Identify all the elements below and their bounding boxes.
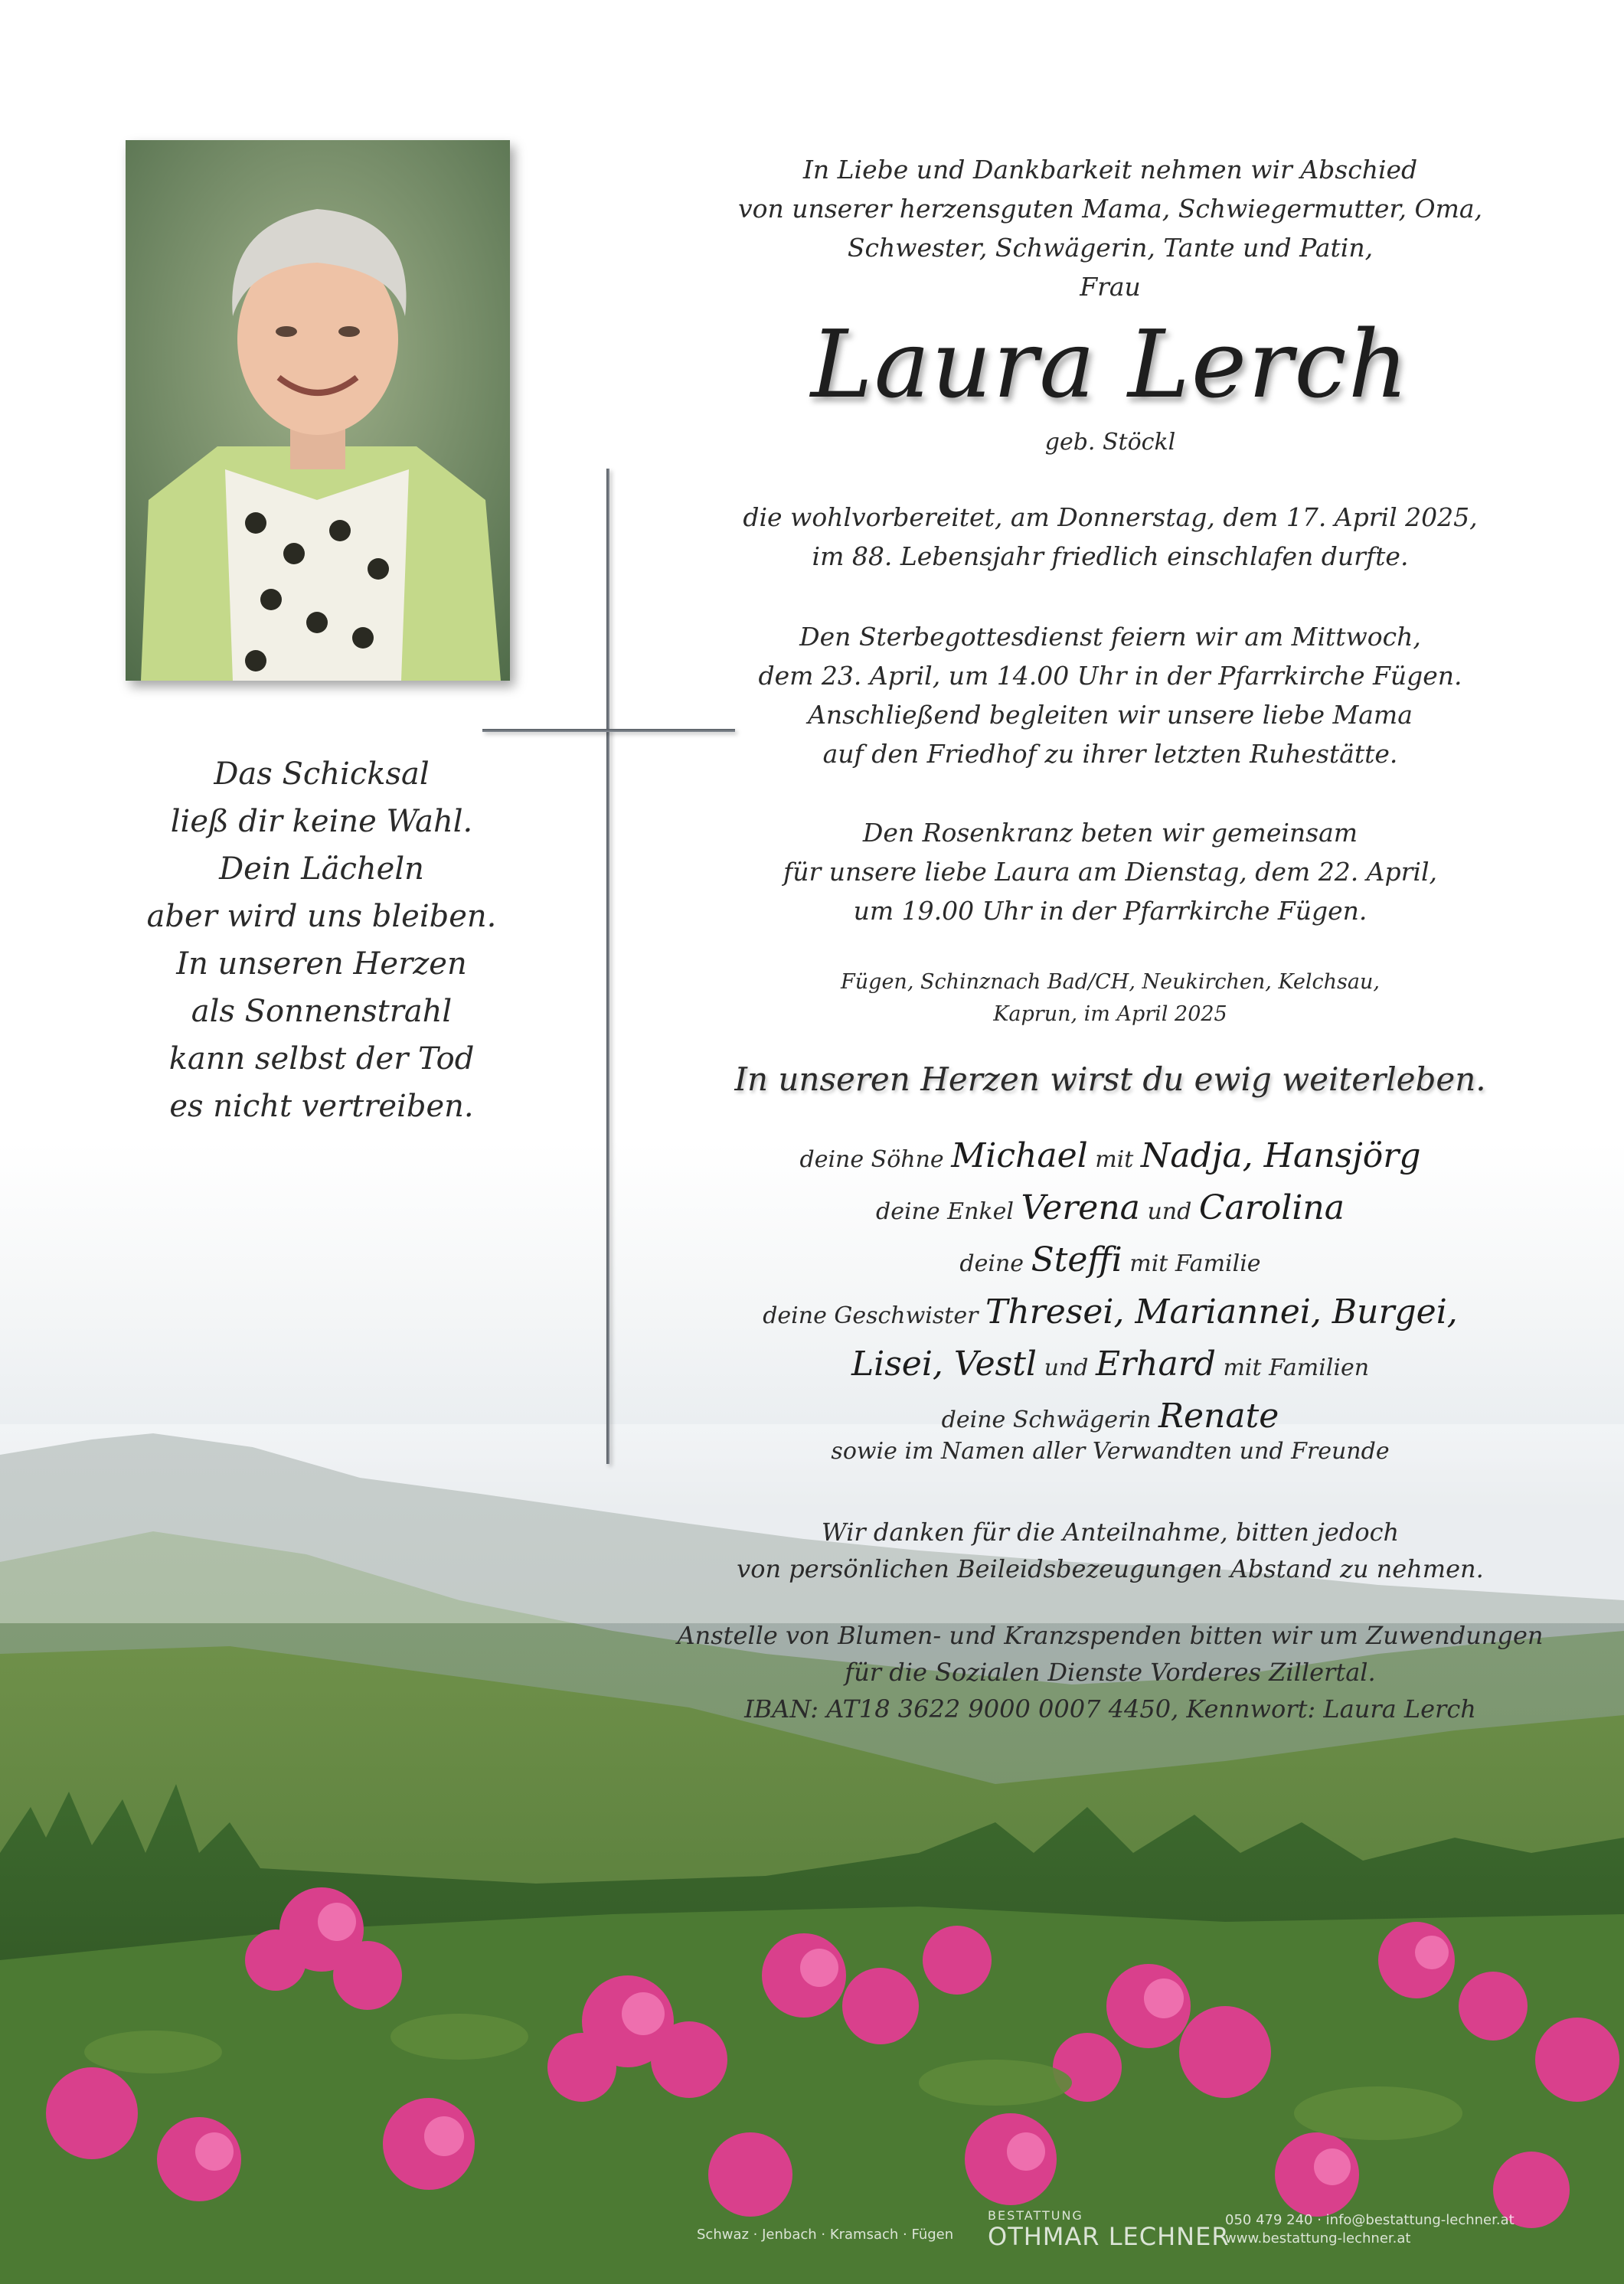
- family-connector: mit: [1095, 1146, 1134, 1173]
- also-on-behalf: sowie im Namen aller Verwandten und Freunde: [831, 1438, 1390, 1465]
- rosary-line: um 19.00 Uhr in der Pfarrkirche Fügen.: [853, 896, 1367, 926]
- footer-towns: Schwaz · Jenbach · Kramsach · Fügen: [697, 2227, 954, 2243]
- family-name: Lisei, Vestl: [851, 1345, 1037, 1384]
- poem-line: ließ dir keine Wahl.: [170, 804, 473, 839]
- service-line: Den Sterbegottesdienst feiern wir am Mittwoch,: [799, 622, 1421, 652]
- places-line: Fügen, Schinznach Bad/CH, Neukirchen, Kelchsau,: [841, 970, 1380, 994]
- places-and-date: [674, 966, 1547, 1031]
- footer-website: www.bestattung-lechner.at: [1225, 2230, 1411, 2246]
- family-prefix: deine Söhne: [799, 1146, 944, 1173]
- thanks-note: [674, 1514, 1547, 1587]
- family-line-siblings-2: [674, 1340, 1547, 1392]
- death-notice: [674, 498, 1547, 576]
- poem-line: es nicht vertreiben.: [169, 1089, 474, 1124]
- deceased-name: Laura Lerch: [810, 310, 1410, 419]
- cross-vertical: [606, 469, 609, 1464]
- rosary-line: Den Rosenkranz beten wir gemeinsam: [862, 818, 1358, 848]
- death-notice-line: die wohlvorbereitet, am Donnerstag, dem 17. April 2025,: [743, 502, 1478, 532]
- poem-line: Das Schicksal: [214, 756, 430, 792]
- poem-line: aber wird uns bleiben.: [146, 899, 497, 934]
- family-suffix: mit Familie: [1129, 1250, 1261, 1277]
- donation-note: [674, 1617, 1547, 1727]
- service-line: dem 23. April, um 14.00 Uhr in der Pfarrkirche Fügen.: [758, 661, 1462, 691]
- family-prefix: deine Schwägerin: [941, 1407, 1152, 1433]
- family-name: Erhard: [1095, 1345, 1216, 1384]
- intro-line: In Liebe und Dankbarkeit nehmen wir Abschied: [802, 155, 1418, 185]
- family-line-steffi: [674, 1236, 1547, 1288]
- poem-line: In unseren Herzen: [176, 946, 467, 982]
- family-line-siblings: [674, 1288, 1547, 1340]
- family-name: Renate: [1158, 1397, 1279, 1436]
- service-line: Anschließend begleiten wir unsere liebe Mama: [808, 700, 1413, 730]
- family-list: [674, 1132, 1547, 1444]
- footer-brand-label: BESTATTUNG: [988, 2208, 1083, 2223]
- funeral-home-footer: [697, 2205, 1539, 2259]
- donation-line: für die Sozialen Dienste Vorderes Zillertal.: [845, 1658, 1376, 1687]
- donation-line: IBAN: AT18 3622 9000 0007 4450, Kennwort: Laura Lerch: [744, 1694, 1476, 1724]
- intro-line: Schwester, Schwägerin, Tante und Patin,: [847, 233, 1374, 263]
- portrait-photo: [126, 140, 510, 681]
- intro-line: von unserer herzensguten Mama, Schwiegermutter, Oma,: [737, 194, 1483, 224]
- donation-line: Anstelle von Blumen- und Kranzspenden bitten wir um Zuwendungen: [677, 1621, 1544, 1650]
- family-connector: und: [1147, 1198, 1192, 1225]
- family-prefix: deine Enkel: [876, 1198, 1014, 1225]
- intro-text: [674, 150, 1547, 306]
- thanks-line: Wir danken für die Anteilnahme, bitten jedoch: [821, 1518, 1400, 1547]
- family-name: Thresei, Mariannei, Burgei,: [985, 1292, 1458, 1332]
- places-line: Kaprun, im April 2025: [993, 1002, 1227, 1026]
- funeral-service: [674, 617, 1547, 773]
- poem: [107, 750, 536, 1130]
- family-connector: und: [1044, 1354, 1089, 1381]
- rosary-prayer: [674, 813, 1547, 930]
- thanks-line: von persönlichen Beileidsbezeugungen Abstand zu nehmen.: [737, 1554, 1484, 1583]
- family-name: Steffi: [1031, 1240, 1122, 1279]
- family-name: Verena: [1021, 1188, 1140, 1227]
- birth-name: geb. Stöckl: [1044, 429, 1176, 456]
- rosary-line: für unsere liebe Laura am Dienstag, dem 22. April,: [783, 857, 1438, 887]
- family-line-sister-in-law: [674, 1392, 1547, 1444]
- intro-line: Frau: [1080, 272, 1141, 302]
- family-prefix: deine: [959, 1250, 1024, 1277]
- family-suffix: mit Familien: [1223, 1354, 1370, 1381]
- service-line: auf den Friedhof zu ihrer letzten Ruhestätte.: [822, 739, 1398, 769]
- memorial-motto: In unseren Herzen wirst du ewig weiterleben.: [734, 1060, 1486, 1098]
- footer-phone-email: 050 479 240 · info@bestattung-lechner.at: [1225, 2212, 1515, 2228]
- family-name: Nadja, Hansjörg: [1140, 1136, 1421, 1175]
- poem-line: Dein Lächeln: [219, 851, 424, 887]
- footer-contact: [1225, 2211, 1515, 2248]
- family-name: Carolina: [1198, 1188, 1345, 1227]
- poem-line: kann selbst der Tod: [168, 1041, 475, 1077]
- family-name: Michael: [951, 1136, 1088, 1175]
- family-prefix: deine Geschwister: [763, 1302, 979, 1329]
- footer-brand-name: OTHMAR LECHNER: [988, 2222, 1230, 2251]
- poem-line: als Sonnenstrahl: [191, 994, 453, 1029]
- death-notice-line: im 88. Lebensjahr friedlich einschlafen durfte.: [812, 541, 1409, 571]
- family-line-grandchildren: [674, 1184, 1547, 1236]
- family-line-sons: [674, 1132, 1547, 1184]
